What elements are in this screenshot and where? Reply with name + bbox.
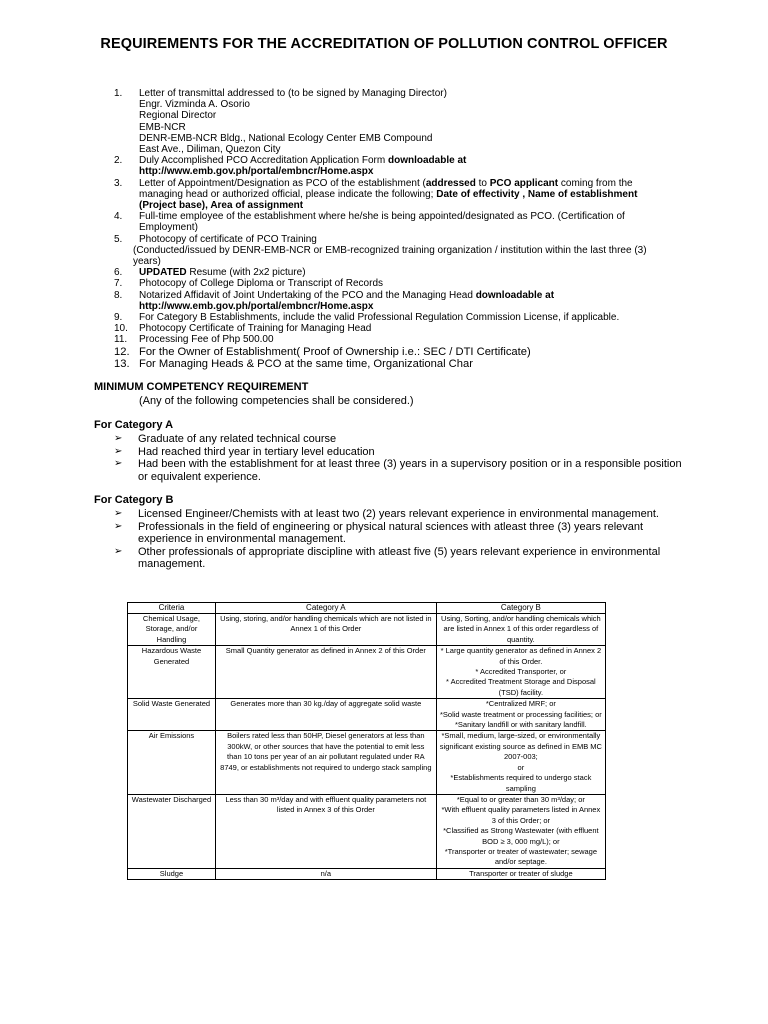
requirement-item xyxy=(114,178,674,212)
director-title: Regional Director xyxy=(139,110,217,122)
requirement-number: 6. xyxy=(114,267,123,279)
requirement-item xyxy=(114,334,674,345)
list-item: ➢ Professionals in the field of engineering or physical natural sciences with atleast three (3) years relevant experience in environmental management. xyxy=(114,520,644,546)
competency-note: (Any of the following competencies shall be considered.) xyxy=(139,395,414,407)
column-header: Criteria xyxy=(128,603,216,614)
category-b-cell: Using, Sorting, and/or handling chemicals which are listed in Annex 1 of this order regardless of quantity. xyxy=(436,614,605,646)
requirement-subtext: (Conducted/issued by DENR-EMB-NCR or EMB-recognized training organization / institution within the last three (3) years) xyxy=(133,244,647,268)
table-row xyxy=(128,614,606,646)
requirement-text: For the Owner of Establishment( Proof of Ownership i.e.: SEC / DTI Certificate) xyxy=(139,345,531,358)
requirement-number: 3. xyxy=(114,177,123,189)
category-a-cell: Less than 30 m³/day and with effluent quality parameters not listed in Annex 3 of this Order xyxy=(215,794,436,868)
category-a-cell: Boilers rated less than 50HP, Diesel generators at less than 300kW, or other sources that have the potential to emit less than 10 tons per year of an air pollutant regulated under RA 8749, or establishments not required to undergo stack sampling xyxy=(215,731,436,794)
list-item: ➢ Had been with the establishment for at least three (3) years in a supervisory position or in a responsible position or equivalent experience. xyxy=(114,458,682,483)
requirement-text: Photocopy of certificate of PCO Training xyxy=(139,233,317,245)
criteria-cell: Chemical Usage, Storage, and/or Handling xyxy=(128,614,216,646)
requirement-number: 1. xyxy=(114,88,123,99)
requirement-text: Photocopy Certificate of Training for Managing Head xyxy=(139,323,372,335)
column-header: Category A xyxy=(215,603,436,614)
requirement-item xyxy=(114,234,674,268)
requirement-text: Duly Accomplished PCO Accreditation Application Form xyxy=(139,155,388,167)
requirement-number: 8. xyxy=(114,289,123,301)
category-b-cell: Transporter or treater of sludge xyxy=(436,868,605,879)
arrow-bullet-icon: ➢ xyxy=(114,458,123,470)
emphasis-text: UPDATED xyxy=(139,267,187,279)
requirement-text: For Category B Establishments, include the valid Professional Regulation Commission License, if applicable. xyxy=(139,312,620,324)
requirement-number: 12. xyxy=(114,345,130,358)
arrow-bullet-icon: ➢ xyxy=(114,520,123,532)
table-body xyxy=(128,614,606,880)
list-item: ➢ Other professionals of appropriate discipline with atleast five (5) years relevant experience in environmental management. xyxy=(114,545,661,571)
category-b-cell: *Centralized MRF; or *Solid waste treatment or processing facilities; or *Sanitary landfill or with sanitary landfill. xyxy=(436,699,605,731)
requirement-text: Processing Fee of Php 500.00 xyxy=(139,334,274,346)
requirement-number: 7. xyxy=(114,278,123,290)
requirement-text: Notarized Affidavit of Joint Undertaking of the PCO and the Managing Head xyxy=(139,289,476,301)
director-name: Engr. Vizminda A. Osorio xyxy=(139,99,250,111)
requirement-number: 5. xyxy=(114,233,123,245)
criteria-cell: Wastewater Discharged xyxy=(128,794,216,868)
arrow-bullet-icon: ➢ xyxy=(114,433,123,444)
category-b-cell: *Equal to or greater than 30 m³/day; or *With effluent quality parameters listed in Annex 3 of this Order; or *Classified as Strong Wastewater (with effluent BOD ≥ 3, 000 mg/L); or *Transporter or treater of wastewater; sewage and/or septage. xyxy=(436,794,605,868)
emphasis-text: addressed xyxy=(425,177,476,189)
category-b-cell: *Small, medium, large-sized, or environmentally significant existing source as defined in EMB MC 2007-003; or *Establishments required to undergo stack sampling xyxy=(436,731,605,794)
category-a-list xyxy=(114,433,684,483)
list-item: ➢ Had reached third year in tertiary level education xyxy=(114,445,375,458)
criteria-table xyxy=(127,602,606,880)
requirement-item xyxy=(114,346,674,358)
requirement-text: coming from the managing head or authorized official, please indicate the following; xyxy=(139,177,633,200)
table-row xyxy=(128,731,606,794)
requirement-item xyxy=(114,211,674,233)
criteria-cell: Sludge xyxy=(128,868,216,879)
requirement-item xyxy=(114,323,674,334)
requirement-number: 13. xyxy=(114,358,130,371)
requirement-text: Resume (with 2x2 picture) xyxy=(186,267,306,279)
table-row xyxy=(128,646,606,699)
office-name: EMB-NCR xyxy=(139,121,186,133)
requirement-item xyxy=(114,312,674,323)
requirement-number: 4. xyxy=(114,211,123,223)
emphasis-text: PCO applicant xyxy=(489,177,559,189)
requirement-number: 10. xyxy=(114,323,128,335)
table-row xyxy=(128,794,606,868)
category-a-cell: Using, storing, and/or handling chemicals which are not listed in Annex 1 of this Order xyxy=(215,614,436,646)
list-item: ➢ Licensed Engineer/Chemists with at least two (2) years relevant experience in environmental management. xyxy=(114,508,659,520)
download-link[interactable]: downloadable at http://www.emb.gov.ph/portal/embncr/Home.aspx xyxy=(139,289,555,312)
requirement-text: Letter of Appointment/Designation as PCO of the establishment ( xyxy=(139,177,426,189)
column-header: Category B xyxy=(436,603,605,614)
criteria-cell: Air Emissions xyxy=(128,731,216,794)
criteria-cell: Solid Waste Generated xyxy=(128,699,216,731)
category-a-cell: n/a xyxy=(215,868,436,879)
criteria-cell: Hazardous Waste Generated xyxy=(128,646,216,699)
category-b-cell: * Large quantity generator as defined in Annex 2 of this Order. * Accredited Transporter, or * Accredited Treatment Storage and Disposal (TSD) facility. xyxy=(436,646,605,699)
category-b-list xyxy=(114,508,684,571)
requirement-text: For Managing Heads & PCO at the same time, Organizational Char xyxy=(139,358,473,371)
requirement-item xyxy=(114,358,674,370)
download-link[interactable]: downloadable at http://www.emb.gov.ph/portal/embncr/Home.aspx xyxy=(139,155,467,178)
table-row xyxy=(128,868,606,879)
requirement-item xyxy=(114,278,674,289)
arrow-bullet-icon: ➢ xyxy=(114,545,123,557)
requirement-text: to xyxy=(475,177,490,189)
requirement-number: 2. xyxy=(114,155,123,167)
category-b-heading: For Category B xyxy=(94,494,174,506)
category-a-cell: Small Quantity generator as defined in Annex 2 of this Order xyxy=(215,646,436,699)
requirement-item xyxy=(114,267,674,278)
category-a-cell: Generates more than 30 kg./day of aggregate solid waste xyxy=(215,699,436,731)
requirement-item xyxy=(114,290,674,312)
requirement-text: Letter of transmittal addressed to (to be signed by Managing Director) xyxy=(139,88,447,99)
competency-heading: MINIMUM COMPETENCY REQUIREMENT xyxy=(94,381,309,393)
requirement-number: 9. xyxy=(114,312,123,324)
requirement-text: Full-time employee of the establishment where he/she is being appointed/designated as PCO. (Certification of Employment) xyxy=(139,211,625,234)
table-row xyxy=(128,699,606,731)
office-address-line: East Ave., Diliman, Quezon City xyxy=(139,144,281,156)
arrow-bullet-icon: ➢ xyxy=(114,508,123,519)
requirement-item xyxy=(114,155,674,177)
list-item: ➢ Graduate of any related technical course xyxy=(114,433,337,445)
arrow-bullet-icon: ➢ xyxy=(114,445,123,457)
requirement-text: Photocopy of College Diploma or Transcript of Records xyxy=(139,278,384,290)
table-header-row xyxy=(128,603,606,614)
requirement-number: 11. xyxy=(114,334,128,346)
category-a-heading: For Category A xyxy=(94,419,174,431)
requirements-list xyxy=(114,88,674,370)
office-address-line: DENR-EMB-NCR Bldg., National Ecology Center EMB Compound xyxy=(139,132,433,144)
document-title: REQUIREMENTS FOR THE ACCREDITATION OF POLLUTION CONTROL OFFICER xyxy=(100,36,668,52)
emphasis-text: Date of effectivity , Name of establishment (Project base), Area of assignment xyxy=(139,188,638,212)
requirement-item xyxy=(114,88,674,155)
